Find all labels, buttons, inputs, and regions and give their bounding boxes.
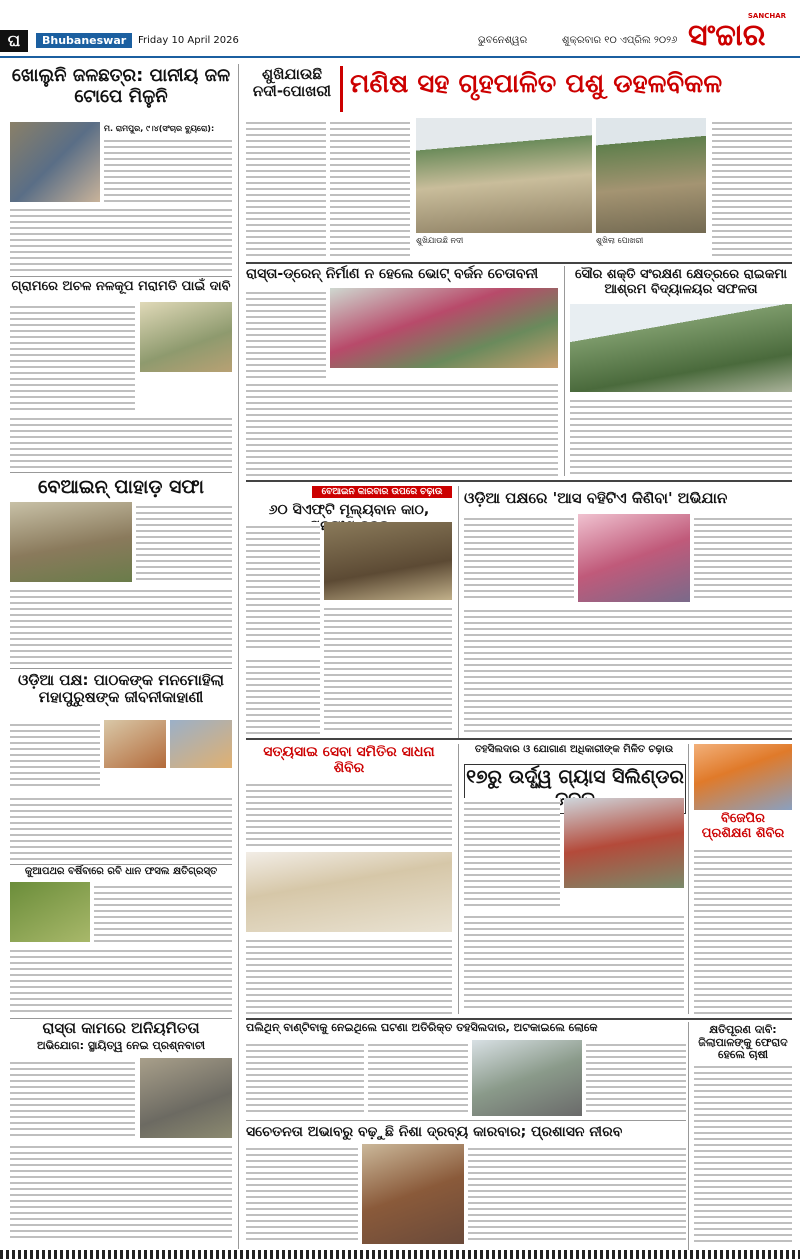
village-demand-body	[10, 302, 135, 412]
gas-body-2	[464, 912, 684, 1012]
village-demand-photo	[140, 302, 232, 372]
lead-pond-caption: ଶୁଖିଲା ପୋଖରୀ	[596, 236, 644, 245]
hill-headline: ବେଆଇନ୍ ପାହାଡ଼ ସଫା	[38, 476, 204, 498]
lead-body-1	[246, 118, 326, 258]
newspaper-logo	[688, 12, 794, 56]
book-campaign-body	[464, 514, 574, 602]
divider	[246, 1120, 686, 1121]
timber-headline: ୬୦ ସିଏଫ୍ଟି ମୂଲ୍ୟବାନ କାଠ,	[268, 502, 430, 518]
gas-body	[464, 798, 560, 908]
book-campaign-photo	[578, 514, 690, 602]
book-campaign-body-2	[694, 514, 792, 602]
divider	[10, 864, 232, 865]
divider	[10, 668, 232, 669]
road-work-kicker: ଅଭିଯୋଗ: ସ୍ଥାୟିତ୍ୱ ନେଇ ପ୍ରଶ୍ନବାଚୀ	[36, 1039, 206, 1052]
odia-pakhya-body-2	[10, 794, 232, 862]
road-drain-body-2	[246, 380, 558, 476]
page-number: ଘ	[0, 30, 28, 52]
polythene-photo	[472, 1040, 582, 1116]
odia-pakhya-body	[10, 720, 100, 790]
sathya-sai-photo	[246, 852, 452, 932]
drugs-body-2	[468, 1144, 686, 1244]
polythene-headline: ପଲିଥିନ୍ ବାଣ୍ଟିବାକୁ ନେଇଥିଲେ ଘଟଣା ଅତିରିକ୍ତ ତହସିଲଦାର, ଅଟକାଇଲେ ଲୋକେ	[246, 1021, 598, 1034]
hail-photo	[10, 882, 90, 942]
road-work-body	[10, 1058, 135, 1138]
water-kiosk-photo	[10, 122, 100, 202]
gas-photo	[564, 798, 684, 888]
road-drain-headline: ରାସ୍ତା-ଡ୍ରେନ୍ ନିର୍ମାଣ ନ ହେଲେ ଭୋଟ୍ ବର୍ଜନ ଚେତାବନୀ	[246, 266, 539, 282]
timber-body-2	[324, 604, 452, 734]
timber-kicker: ବେଆଇନ କାରବାର ଉପରେ ଚଢ଼ାଉ	[312, 486, 452, 498]
village-demand-body-2	[10, 414, 232, 468]
timber-body	[246, 522, 320, 652]
water-kiosk-headline: ଖୋଲୁନି ଜଳଛତ୍ର: ପାନୀୟ ଜଳ ଟୋପେ ମିଳୁନି	[11, 65, 231, 107]
divider	[10, 276, 232, 277]
road-drain-body	[246, 288, 326, 378]
gas-headline: ୧୭ରୁ ଉର୍ଦ୍ଧ୍ୱ ଗ୍ୟାସ ସିଲିଣ୍ଡର	[464, 764, 686, 814]
lead-river-photo	[416, 118, 592, 233]
odia-pakhya-headline: ଓଡ଼ିଆ ପକ୍ଷ: ପାଠକଙ୍କ ମନମୋହିଲା ମହାପୁରୁଷଙ୍କ ଜୀବନୀକାହାଣୀ	[18, 671, 224, 707]
water-kiosk-body-2	[10, 205, 232, 273]
logo-text: ସଂଚ୍ଚାର	[688, 18, 766, 53]
sathya-sai-body-2	[246, 936, 452, 1016]
lead-body-2	[330, 118, 410, 258]
column-rule	[238, 64, 239, 1249]
divider	[246, 262, 792, 264]
divider	[246, 738, 792, 740]
hill-body	[136, 502, 232, 582]
column-rule	[688, 1022, 689, 1252]
column-rule	[458, 744, 459, 1014]
divider	[246, 1018, 792, 1020]
village-demand-headline: ଗ୍ରାମରେ ଅଚଳ ନଳକୂପ ମରାମତି ପାଇଁ ଦାବି	[11, 279, 231, 294]
lead-kicker: ଶୁଖିଯାଉଛି ନଦୀ-ପୋଖରୀ	[252, 65, 332, 101]
divider	[10, 472, 232, 473]
solar-headline: ସୌର ଶକ୍ତି ସଂରକ୍ଷଣ କ୍ଷେତ୍ରରେ ରାଇକମା ଆଶ୍ରମ ବିଦ୍ୟାଳୟର ସଫଳତା	[574, 267, 788, 297]
farmer-body	[694, 1062, 792, 1246]
drugs-body	[246, 1144, 358, 1244]
divider	[246, 480, 792, 482]
book-campaign-headline: ଓଡ଼ିଆ ପକ୍ଷରେ 'ଆସ ବହିଟିଏ କିଣିବା' ଅଭିଯାନ	[464, 489, 728, 507]
hail-headline: କୁଆପଥର ବର୍ଷିବାରେ ରବି ଧାନ ଫସଲ କ୍ଷତିଗ୍ରସ୍ତ	[24, 866, 218, 877]
lead-body-3	[712, 118, 792, 258]
road-work-photo	[140, 1058, 232, 1138]
hail-body	[94, 882, 232, 942]
sathya-sai-headline: ସତ୍ୟସାଇ ସେବା ସମିତିର ସାଧନା ଶିବିର	[263, 744, 435, 777]
sathya-sai-body	[246, 780, 452, 848]
solar-photo	[570, 304, 792, 392]
polythene-body-2	[368, 1040, 468, 1116]
book-campaign-body-3	[464, 606, 792, 734]
drugs-photo	[362, 1144, 464, 1244]
odia-pakhya-photo-2	[170, 720, 232, 768]
gas-kicker: ତହସିଲଦାର ଓ ଯୋଗାଣ ଅଧିକାରୀଙ୍କ ମିଳିତ ଚଢ଼ାଉ	[474, 744, 674, 755]
bjp-photo	[694, 744, 792, 810]
road-work-body-2	[10, 1142, 232, 1242]
farmer-headline: କ୍ଷତିପୂରଣ ଦାବି: ଜିଲାପାଳଙ୍କୁ ଫେରାଦ ହେଲେ ଚାଷୀ	[698, 1023, 788, 1062]
city-label-odia: ଭୁବନେଶ୍ୱର	[478, 35, 528, 46]
footer-registration-strip	[0, 1250, 800, 1259]
road-drain-photo	[330, 288, 558, 368]
water-kiosk-dateline: ମ. ରାମପୁର, ୯।୪(ସଂଚାର ବ୍ୟୁରୋ):	[104, 124, 215, 133]
column-rule	[458, 486, 459, 738]
bjp-body	[694, 846, 792, 1016]
logo-tag: SANCHAR	[747, 12, 786, 20]
lead-river-caption: ଶୁଖିଯାଉଛି ନଦୀ	[416, 236, 464, 245]
city-label-english: Bhubaneswar	[36, 33, 132, 48]
odia-pakhya-photo-1	[104, 720, 166, 768]
polythene-body	[246, 1040, 364, 1116]
date-english: Friday 10 April 2026	[138, 35, 239, 46]
column-rule	[564, 266, 565, 476]
water-kiosk-body	[104, 136, 232, 202]
hill-body-2	[10, 586, 232, 666]
lead-pond-photo	[596, 118, 706, 233]
lead-headline: ମଣିଷ ସହ ଗୃହପାଳିତ ପଶୁ ଡହଳବିକଳ	[350, 69, 723, 99]
date-odia: ଶୁକ୍ରବାର ୧୦ ଏପ୍ରିଲ ୨୦୨୬	[562, 35, 678, 46]
hail-body-2	[10, 946, 232, 1016]
column-rule	[688, 744, 689, 1014]
timber-photo	[324, 522, 452, 600]
lead-separator	[340, 66, 343, 112]
road-work-headline: ରାସ୍ତା କାମରେ ଅନିୟମିତତା	[42, 1019, 200, 1037]
timber-body-3	[246, 656, 320, 734]
drugs-headline: ସଚେତନତା ଅଭାବରୁ ବଢ଼ୁଛି ନିଶା ଦ୍ରବ୍ୟ କାରବାର; ପ୍ରଶାସନ ନୀରବ	[246, 1124, 623, 1140]
solar-body	[570, 396, 792, 476]
bjp-headline: ବିଜେପିର ପ୍ରଶିକ୍ଷଣ ଶିବିର	[701, 811, 785, 841]
masthead-rule	[0, 56, 800, 58]
hill-photo	[10, 502, 132, 582]
polythene-body-3	[586, 1040, 686, 1116]
